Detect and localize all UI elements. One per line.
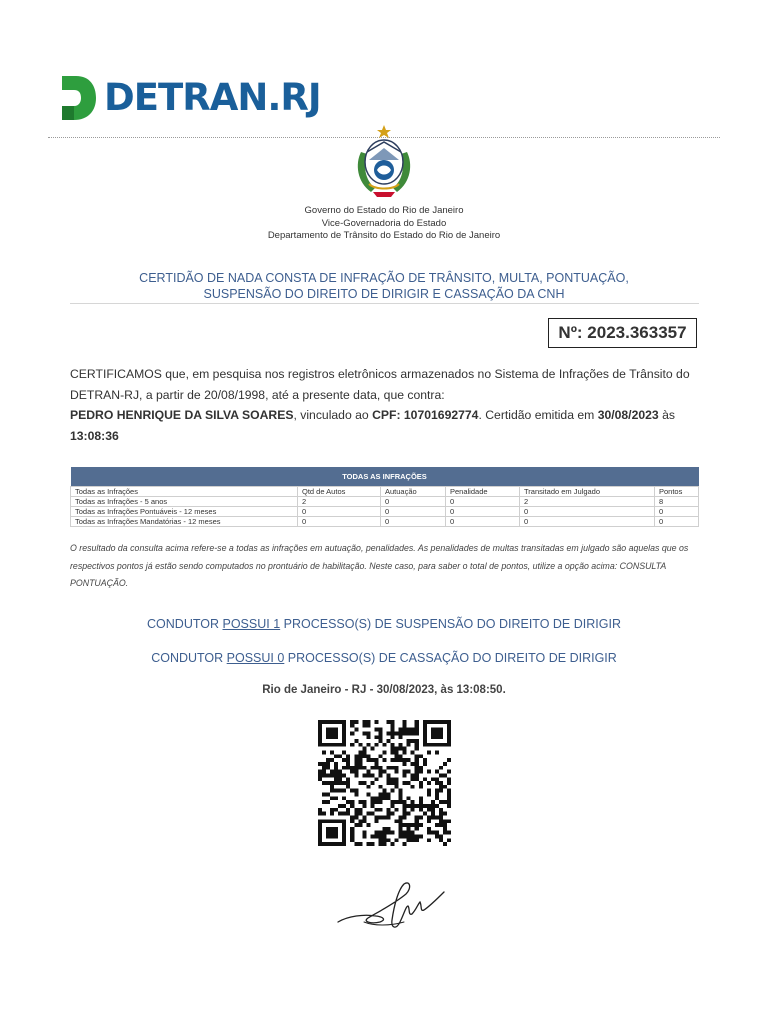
table-cell: 8: [655, 497, 699, 507]
column-header: Transitado em Julgado: [520, 487, 655, 497]
table-header-row: [71, 487, 699, 497]
linked-text: , vinculado ao: [293, 408, 373, 422]
table-cell: 0: [298, 507, 381, 517]
table-cell: Todas as Infrações - 5 anos: [71, 497, 298, 507]
certification-text: [70, 364, 700, 446]
suspension-suffix: PROCESSO(S) DE SUSPENSÃO DO DIREITO DE DIRIGIR: [280, 617, 621, 631]
consultation-note: O resultado da consulta acima refere-se a todas as infrações em autuação, penalidades. As penalidades de multas transitadas em julgado são aquelas que os respectivos pontos já estão sendo computados no prontuário de habilitação. Neste caso, para saber o total de pontos, utilize a opção acima: CONSULTA PONTUAÇÃO.: [70, 543, 689, 588]
column-header: Todas as Infrações: [71, 487, 298, 497]
suspension-status: [0, 617, 768, 631]
table-cell: 0: [381, 497, 446, 507]
government-line-1: Governo do Estado do Rio de Janeiro: [304, 205, 464, 216]
table-cell: 0: [520, 517, 655, 527]
signature: [334, 876, 446, 932]
issue-date: 30/08/2023: [597, 408, 659, 422]
issue-time: 13:08:36: [70, 428, 119, 443]
column-header: Pontos: [655, 487, 699, 497]
detran-logo-text: DETRAN.RJ: [104, 76, 321, 119]
certificate-title-line-2: SUSPENSÃO DO DIREITO DE DIRIGIR E CASSAÇÃO DA CNH: [203, 286, 565, 301]
table-cell: 2: [520, 497, 655, 507]
table-row: [71, 497, 699, 507]
table-cell: 0: [446, 497, 520, 507]
cassation-status: [0, 651, 768, 665]
table-cell: Todas as Infrações Pontuáveis - 12 meses: [71, 507, 298, 517]
driver-cpf: CPF: 10701692774: [372, 408, 479, 422]
detran-logo: [60, 74, 321, 122]
government-header: [0, 205, 768, 243]
place-and-date: Rio de Janeiro - RJ - 30/08/2023, às 13:08:50.: [262, 684, 506, 696]
table-cell: 0: [655, 517, 699, 527]
table-cell: Todas as Infrações Mandatórias - 12 meses: [71, 517, 298, 527]
government-line-3: Departamento de Trânsito do Estado do Rio de Janeiro: [267, 230, 501, 241]
coat-of-arms-icon: [351, 124, 417, 200]
column-header: Penalidade: [446, 487, 520, 497]
issued-text: . Certidão emitida em: [478, 408, 598, 422]
table-cell: 0: [381, 507, 446, 517]
detran-logo-mark-icon: [60, 74, 98, 122]
cassation-prefix: CONDUTOR: [151, 651, 227, 665]
suspension-prefix: CONDUTOR: [147, 617, 223, 631]
table-cell: 0: [520, 507, 655, 517]
table-cell: 2: [298, 497, 381, 507]
table-cell: 0: [381, 517, 446, 527]
suspension-count-link[interactable]: POSSUI 1: [222, 617, 281, 631]
cassation-suffix: PROCESSO(S) DE CASSAÇÃO DO DIREITO DE DIRIGIR: [284, 651, 617, 665]
table-row: [71, 517, 699, 527]
certificate-title-line-1: CERTIDÃO DE NADA CONSTA DE INFRAÇÃO DE TRÂNSITO, MULTA, PONTUAÇÃO,: [139, 271, 629, 285]
title-divider: [70, 303, 699, 304]
table-cell: 0: [298, 517, 381, 527]
certification-intro: CERTIFICAMOS que, em pesquisa nos registros eletrônicos armazenados no Sistema de Infrações de Trânsito do DETRAN-RJ, a partir de 20/08/1998, até a presente data, que contra:: [70, 367, 690, 402]
column-header: Autuação: [381, 487, 446, 497]
certificate-title: [0, 271, 768, 302]
cassation-count-link[interactable]: POSSUI 0: [226, 651, 285, 665]
table-cell: 0: [446, 517, 520, 527]
qr-code-icon: [318, 720, 451, 846]
column-header: Qtd de Autos: [298, 487, 381, 497]
table-cell: 0: [446, 507, 520, 517]
at-text: às: [658, 408, 675, 422]
table-row: [71, 507, 699, 517]
infractions-table: [70, 467, 699, 527]
table-cell: 0: [655, 507, 699, 517]
certificate-number: Nº: 2023.363357: [548, 318, 697, 348]
driver-name: PEDRO HENRIQUE DA SILVA SOARES: [70, 408, 294, 422]
government-line-2: Vice-Governadoria do Estado: [321, 217, 447, 229]
infractions-table-title: TODAS AS INFRAÇÕES: [71, 467, 699, 487]
